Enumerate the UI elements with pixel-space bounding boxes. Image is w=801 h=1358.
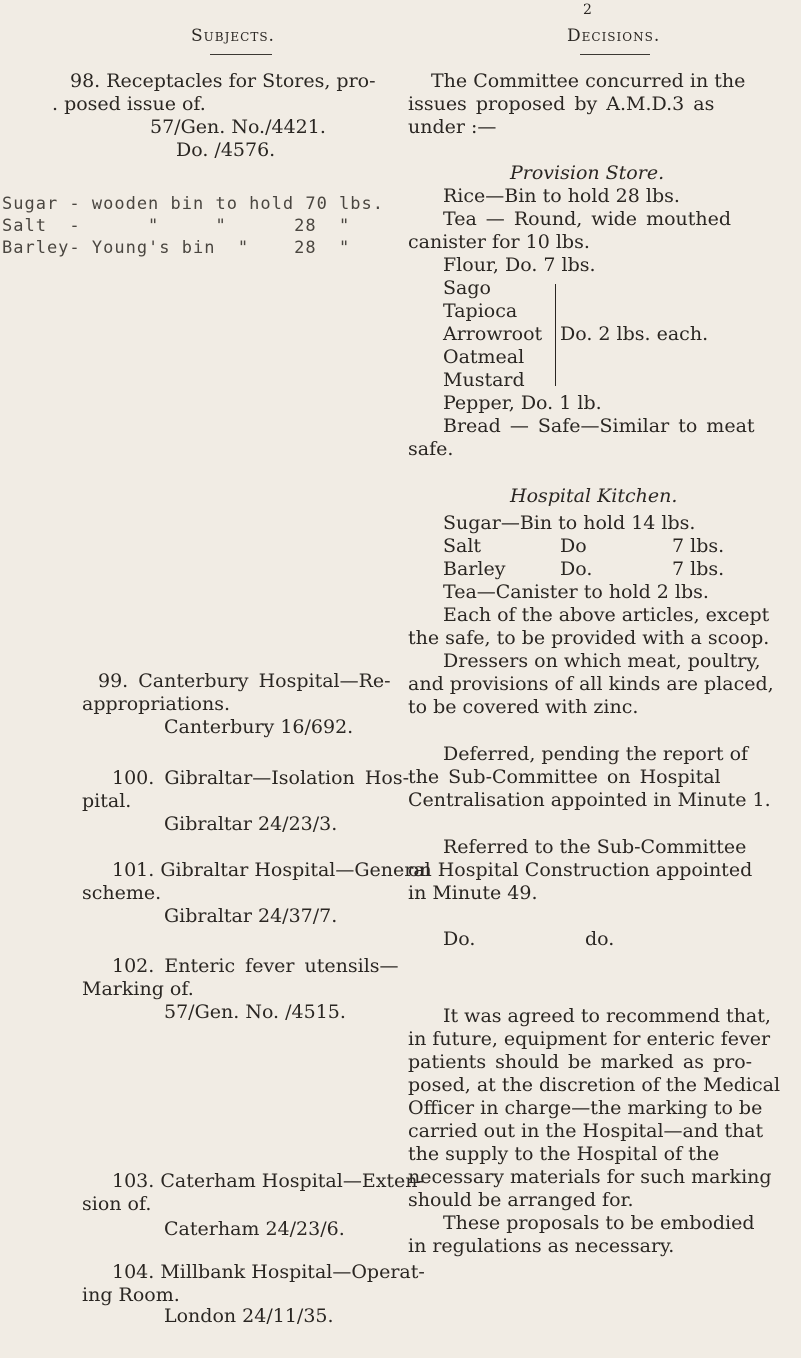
decision-101-do: Do. xyxy=(443,928,476,950)
provision-tapioca: Tapioca xyxy=(443,300,518,322)
decision-101-do-lower: do. xyxy=(585,928,615,950)
decision-99-line1: Deferred, pending the report of xyxy=(443,743,749,765)
decision-102-line11: in regulations as necessary. xyxy=(408,1235,675,1257)
kitchen-salt-qty: 7 lbs. xyxy=(672,535,725,557)
typed-line-sugar: Sugar - wooden bin to hold 70 lbs. xyxy=(2,194,384,214)
subjects-header: Subjects. xyxy=(191,26,275,46)
kitchen-note-5: to be covered with zinc. xyxy=(408,696,639,718)
item-103-ref: Caterham 24/23/6. xyxy=(164,1218,345,1240)
kitchen-tea: Tea—Canister to hold 2 lbs. xyxy=(443,581,709,603)
decision-102-line1: It was agreed to recommend that, xyxy=(443,1005,771,1027)
item-102-line1: 102. Enteric fever utensils— xyxy=(112,955,399,977)
typed-line-salt: Salt - " " 28 " xyxy=(2,216,351,236)
item-101-line1: 101. Gibraltar Hospital—General xyxy=(112,859,431,881)
page-number: 2 xyxy=(583,2,592,18)
provision-oatmeal: Oatmeal xyxy=(443,346,525,368)
decision-102-line9: should be arranged for. xyxy=(408,1189,634,1211)
decision-102-line3: patients should be marked as pro- xyxy=(408,1051,753,1073)
subjects-header-rule xyxy=(210,54,272,55)
item-104-ref: London 24/11/35. xyxy=(164,1305,334,1327)
item-102-ref: 57/Gen. No. /4515. xyxy=(164,1001,346,1023)
item-99-line1: 99. Canterbury Hospital—Re- xyxy=(98,670,391,692)
kitchen-note-4: and provisions of all kinds are placed, xyxy=(408,673,774,695)
decision-102-line7: the supply to the Hospital of the xyxy=(408,1143,720,1165)
decision-98-intro-2: issues proposed by A.M.D.3 as xyxy=(408,93,715,115)
provision-arrowroot: Arrowroot xyxy=(443,323,543,345)
provision-brace-text: Do. 2 lbs. each. xyxy=(560,323,709,345)
kitchen-barley-qty: 7 lbs. xyxy=(672,558,725,580)
kitchen-note-2: the safe, to be provided with a scoop. xyxy=(408,627,770,649)
decision-102-line6: carried out in the Hospital—and that xyxy=(408,1120,764,1142)
kitchen-barley-item: Barley xyxy=(443,558,506,580)
item-100-line2: pital. xyxy=(82,790,132,812)
decision-100-line1: Referred to the Sub-Committee xyxy=(443,836,747,858)
provision-bread: Bread — Safe—Similar to meat xyxy=(443,415,755,437)
provision-mustard: Mustard xyxy=(443,369,525,391)
decision-100-line2: on Hospital Construction appointed xyxy=(408,859,753,881)
item-98-line2: . posed issue of. xyxy=(52,93,206,115)
kitchen-sugar: Sugar—Bin to hold 14 lbs. xyxy=(443,512,696,534)
item-98-ref1: 57/Gen. No./4421. xyxy=(150,116,326,138)
item-103-line2: sion of. xyxy=(82,1193,152,1215)
item-104-line1: 104. Millbank Hospital—Operat- xyxy=(112,1261,425,1283)
decisions-header: Decisions. xyxy=(567,26,661,46)
item-101-line2: scheme. xyxy=(82,882,162,904)
provision-rice: Rice—Bin to hold 28 lbs. xyxy=(443,185,680,207)
item-103-line1: 103. Caterham Hospital—Exten- xyxy=(112,1170,424,1192)
item-100-ref: Gibraltar 24/23/3. xyxy=(164,813,338,835)
kitchen-salt-item: Salt xyxy=(443,535,482,557)
decision-100-line3: in Minute 49. xyxy=(408,882,538,904)
decision-102-line5: Officer in charge—the marking to be xyxy=(408,1097,763,1119)
decision-98-intro-3: under :— xyxy=(408,116,497,138)
decision-102-line10: These proposals to be embodied xyxy=(443,1212,755,1234)
decision-102-line2: in future, equipment for enteric fever xyxy=(408,1028,771,1050)
provision-store-title: Provision Store. xyxy=(510,162,665,184)
typed-line-barley: Barley- Young's bin " 28 " xyxy=(2,238,351,258)
provision-tea-cont: canister for 10 lbs. xyxy=(408,231,590,253)
item-104-line2: ing Room. xyxy=(82,1284,180,1306)
item-98-line1: 98. Receptacles for Stores, pro- xyxy=(70,70,376,92)
item-98-ref2: Do. /4576. xyxy=(176,139,276,161)
decision-102-line8: necessary materials for such marking xyxy=(408,1166,772,1188)
provision-flour: Flour, Do. 7 lbs. xyxy=(443,254,596,276)
item-100-line1: 100. Gibraltar—Isolation Hos- xyxy=(112,767,409,789)
item-99-ref: Canterbury 16/692. xyxy=(164,716,354,738)
decision-98-intro-1: The Committee concurred in the xyxy=(431,70,746,92)
item-99-line2: appropriations. xyxy=(82,693,231,715)
kitchen-salt-do: Do xyxy=(560,535,587,557)
provision-bread-cont: safe. xyxy=(408,438,454,460)
kitchen-barley-do: Do. xyxy=(560,558,593,580)
kitchen-note-3: Dressers on which meat, poultry, xyxy=(443,650,761,672)
decision-102-line4: posed, at the discretion of the Medical xyxy=(408,1074,781,1096)
item-101-ref: Gibraltar 24/37/7. xyxy=(164,905,338,927)
item-102-line2: Marking of. xyxy=(82,978,194,1000)
provision-pepper: Pepper, Do. 1 lb. xyxy=(443,392,602,414)
decision-99-line2: the Sub-Committee on Hospital xyxy=(408,766,721,788)
provision-tea: Tea — Round, wide mouthed xyxy=(443,208,732,230)
decision-99-line3: Centralisation appointed in Minute 1. xyxy=(408,789,771,811)
grouping-brace xyxy=(555,284,556,386)
hospital-kitchen-title: Hospital Kitchen. xyxy=(510,485,678,507)
provision-sago: Sago xyxy=(443,277,491,299)
kitchen-note-1: Each of the above articles, except xyxy=(443,604,770,626)
decisions-header-rule xyxy=(580,54,650,55)
